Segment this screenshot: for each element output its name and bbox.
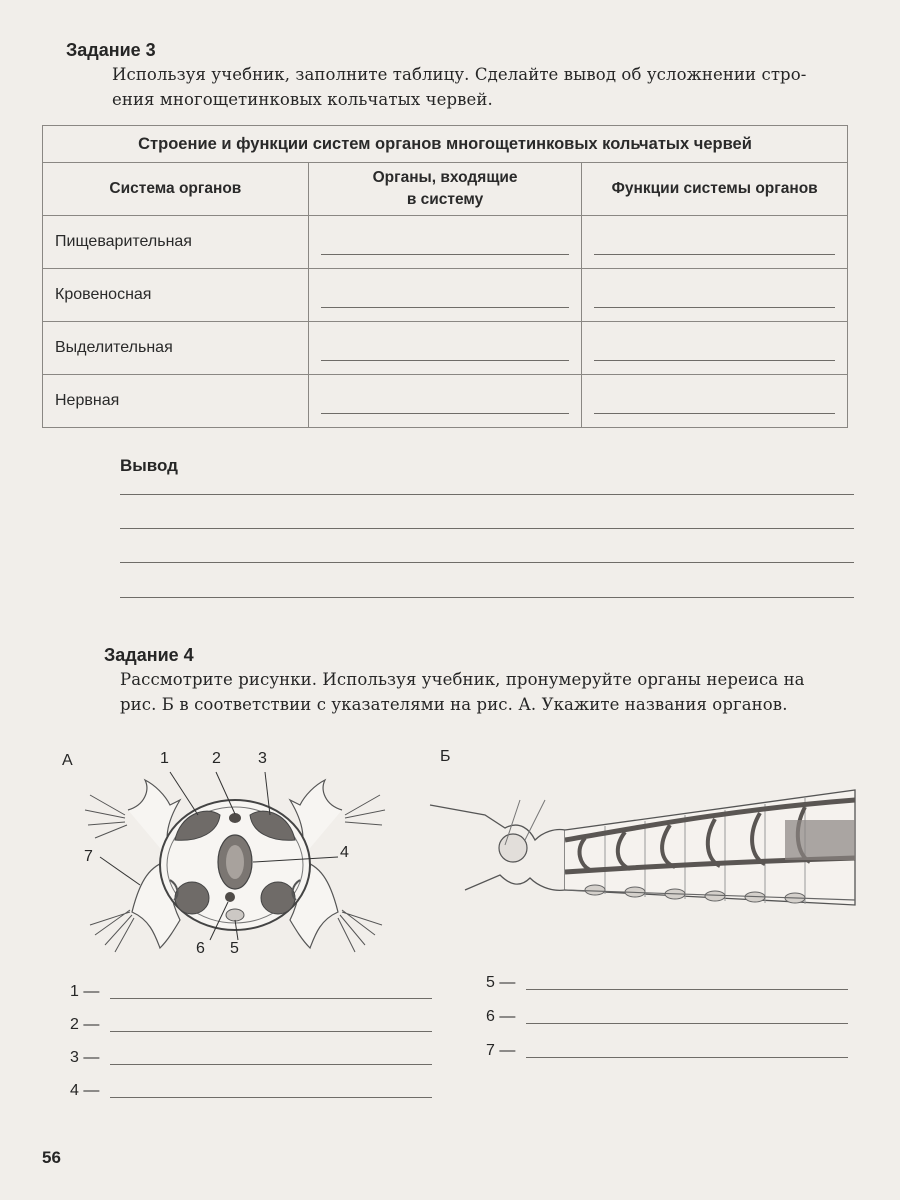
answer-label-5: 5 — <box>486 974 516 991</box>
column-header-organs-line1: Органы, входящие <box>372 169 518 186</box>
answer-line-6[interactable] <box>526 1023 848 1024</box>
organs-cell[interactable] <box>308 216 582 269</box>
row-label-excretory: Выделительная <box>43 322 309 375</box>
functions-cell[interactable] <box>582 269 848 322</box>
page-number: 56 <box>42 1148 61 1167</box>
functions-cell[interactable] <box>582 216 848 269</box>
table-row <box>43 375 848 428</box>
pointer-3-label: 3 <box>258 750 267 767</box>
functions-cell[interactable] <box>582 322 848 375</box>
row-label-circulatory: Кровеносная <box>43 269 309 322</box>
task3-text-line2: ения многощетинковых кольчатых червей. <box>112 90 493 109</box>
pointer-5-label: 5 <box>230 940 239 957</box>
cross-section-figure <box>70 770 400 970</box>
answer-label-1: 1 — <box>70 983 100 1000</box>
conclusion-line-2[interactable] <box>120 528 854 529</box>
answer-line-4[interactable] <box>110 1097 432 1098</box>
table-row <box>43 322 848 375</box>
task4-text-line2: рис. Б в соответствии с указателями на рис. А. Укажите названия органов. <box>120 695 788 714</box>
answer-label-7: 7 — <box>486 1042 516 1059</box>
answer-label-3: 3 — <box>70 1049 100 1066</box>
pointer-1-label: 1 <box>160 750 169 767</box>
answer-label-2: 2 — <box>70 1016 100 1033</box>
answer-line-7[interactable] <box>526 1057 848 1058</box>
pointer-7-label: 7 <box>84 848 93 865</box>
task4-text-line1: Рассмотрите рисунки. Используя учебник, пронумеруйте органы нереиса на <box>120 670 805 689</box>
pointer-4-label: 4 <box>340 844 349 861</box>
conclusion-line-3[interactable] <box>120 562 854 563</box>
conclusion-line-4[interactable] <box>120 597 854 598</box>
figure-a-label: А <box>62 752 73 769</box>
answer-label-6: 6 — <box>486 1008 516 1025</box>
answer-line-1[interactable] <box>110 998 432 999</box>
row-label-nervous: Нервная <box>43 375 309 428</box>
column-header-system: Система органов <box>43 163 309 216</box>
nereis-body-figure <box>425 770 860 930</box>
column-header-functions: Функции системы органов <box>582 163 848 216</box>
answer-label-4: 4 — <box>70 1082 100 1099</box>
pointer-6-label: 6 <box>196 940 205 957</box>
conclusion-label: Вывод <box>120 456 178 475</box>
answer-line-5[interactable] <box>526 989 848 990</box>
answer-line-2[interactable] <box>110 1031 432 1032</box>
column-header-organs <box>308 163 582 216</box>
answer-line-3[interactable] <box>110 1064 432 1065</box>
organs-cell[interactable] <box>308 269 582 322</box>
functions-cell[interactable] <box>582 375 848 428</box>
figure-b-label: Б <box>440 748 451 765</box>
table-row <box>43 269 848 322</box>
table-caption: Строение и функции систем органов многощетинковых кольчатых червей <box>43 126 848 163</box>
organ-systems-table <box>42 125 848 428</box>
organs-cell[interactable] <box>308 322 582 375</box>
pointer-2-label: 2 <box>212 750 221 767</box>
task3-title: Задание 3 <box>66 40 156 60</box>
table-row <box>43 216 848 269</box>
organs-cell[interactable] <box>308 375 582 428</box>
task4-title: Задание 4 <box>104 645 194 665</box>
conclusion-line-1[interactable] <box>120 494 854 495</box>
task3-text-line1: Используя учебник, заполните таблицу. Сделайте вывод об усложнении стро- <box>112 65 807 84</box>
column-header-organs-line2: в систему <box>406 191 484 208</box>
row-label-digestive: Пищеварительная <box>43 216 309 269</box>
